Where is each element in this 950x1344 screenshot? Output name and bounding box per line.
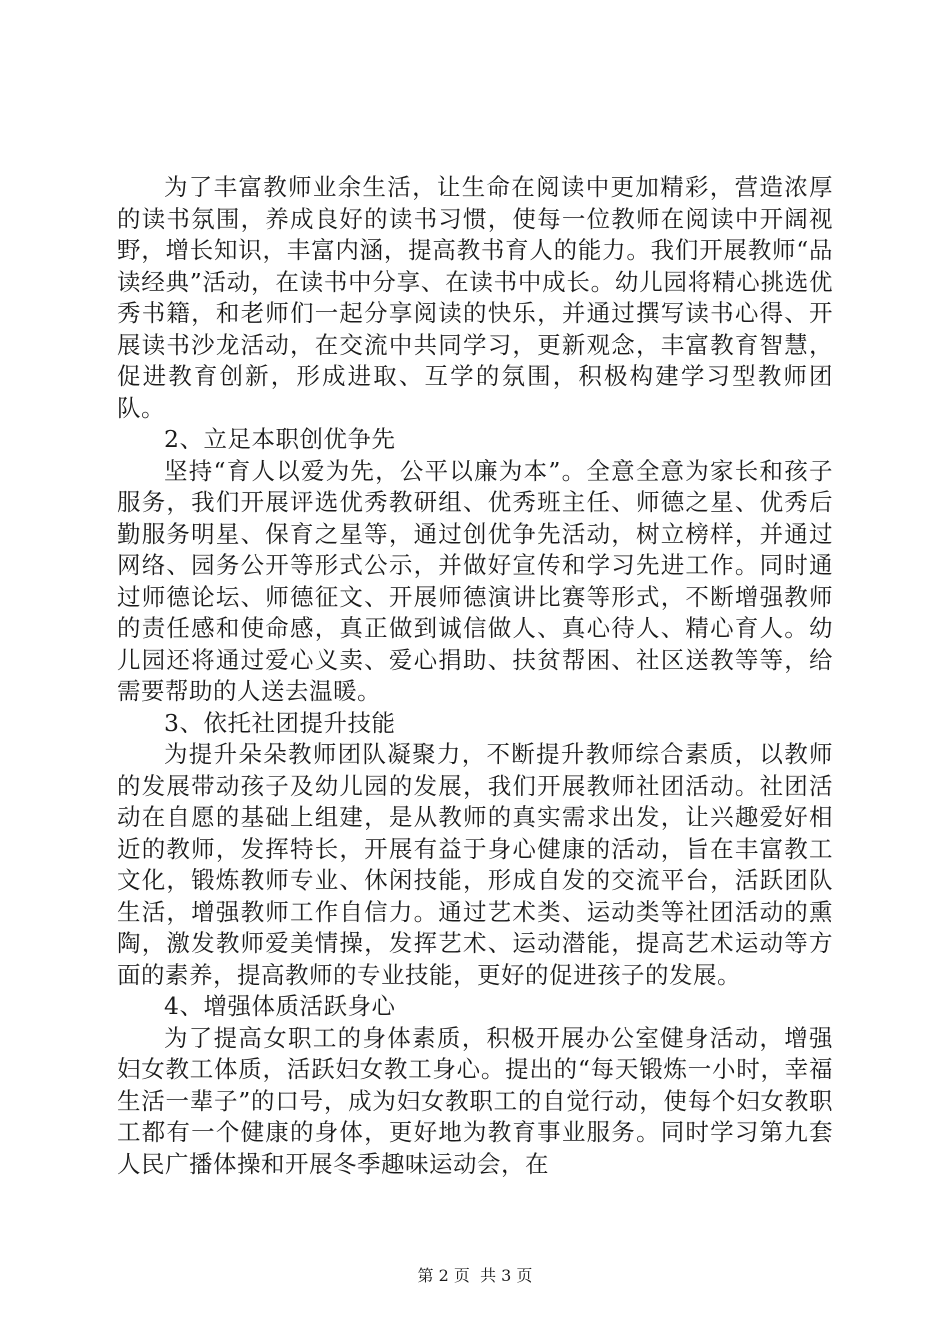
paragraph-clubs: 为提升朵朵教师团队凝聚力，不断提升教师综合素质，以教师的发展带动孩子及幼儿园的发展，我们开展教师社团活动。社团活动在自愿的基础上组建，是从教师的真实需求出发，让兴趣爱好相近的教师，发挥特长，开展有益于身心健康的活动，旨在丰富教工文化，锻炼教师专业、休闲技能，形成自发的交流平台，活跃团队生活，增强教师工作自信力。通过艺术类、运动类等社团活动的熏陶，激发教师爱美情操，发挥艺术、运动潜能，提高艺术运动等方面的素养，提高教师的专业技能，更好的促进孩子的发展。 xyxy=(117,740,833,989)
document-body xyxy=(117,172,833,1180)
section-heading-4: 4、增强体质活跃身心 xyxy=(164,992,396,1020)
paragraph-excellence: 坚持“育人以爱为先，公平以廉为本”。全意全意为家长和孩子服务，我们开展评选优秀教研组、优秀班主任、师德之星、优秀后勤服务明星、保育之星等，通过创优争先活动，树立榜样，并通过网络、园务公开等形式公示，并做好宣传和学习先进工作。同时通过师德论坛、师德征文、开展师德演讲比赛等形式，不断增强教师的责任感和使命感，真正做到诚信做人、真心待人、精心育人。幼儿园还将通过爱心义卖、爱心捐助、扶贫帮困、社区送教等等，给需要帮助的人送去温暖。 xyxy=(117,456,833,705)
section-heading-2: 2、立足本职创优争先 xyxy=(164,425,396,453)
page-number-label: 第 2 页 共 3 页 xyxy=(417,1266,533,1285)
paragraph-fitness: 为了提高女职工的身体素质，积极开展办公室健身活动，增强妇女教工体质，活跃妇女教工身心。提出的“每天锻炼一小时，幸福生活一辈子”的口号，成为妇女教职工的自觉行动，使每个妇女教职工都有一个健康的身体，更好地为教育事业服务。同时学习第九套人民广播体操和开展冬季趣味运动会，在 xyxy=(117,1023,833,1178)
page-footer xyxy=(0,1266,950,1286)
paragraph-reading-activity: 为了丰富教师业余生活，让生命在阅读中更加精彩，营造浓厚的读书氛围，养成良好的读书习惯，使每一位教师在阅读中开阔视野，增长知识，丰富内涵，提高教书育人的能力。我们开展教师“品读经典”活动，在读书中分享、在读书中成长。幼儿园将精心挑选优秀书籍，和老师们一起分享阅读的快乐，并通过撰写读书心得、开展读书沙龙活动，在交流中共同学习，更新观念，丰富教育智慧，促进教育创新，形成进取、互学的氛围，积极构建学习型教师团队。 xyxy=(117,173,833,422)
section-heading-3: 3、依托社团提升技能 xyxy=(164,708,396,737)
